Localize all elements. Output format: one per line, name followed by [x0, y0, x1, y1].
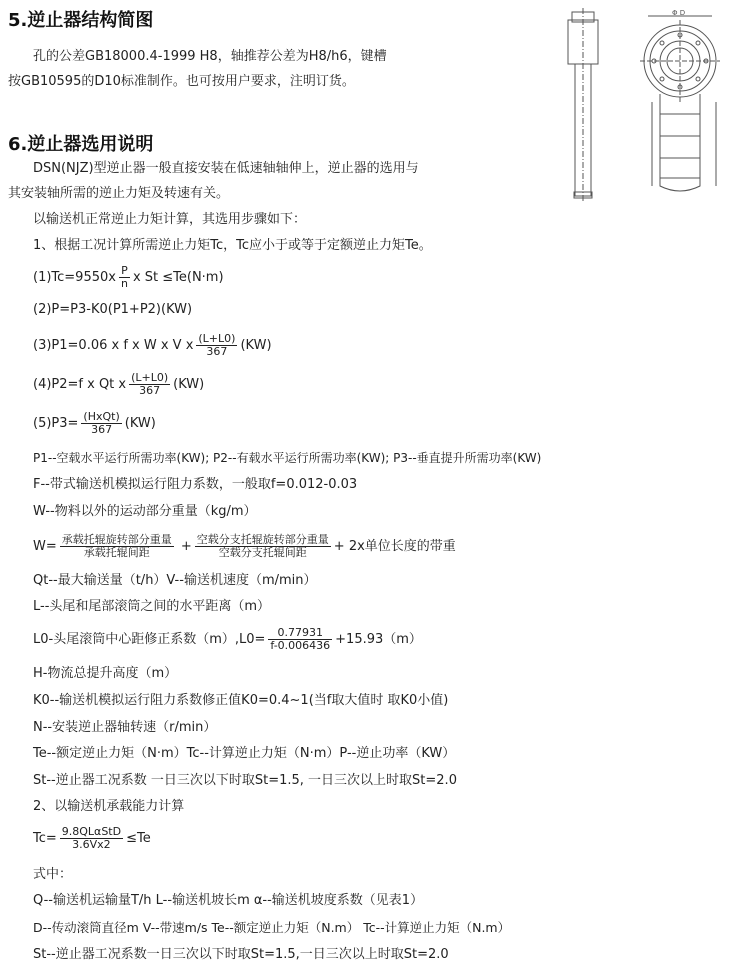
- definition-n: N--安装逆止器轴转速（r/min）: [33, 720, 217, 735]
- formula-2: (2)P=P3-K0(P1+P2)(KW): [33, 302, 193, 317]
- definition-w: W--物料以外的运动部分重量（kg/m）: [33, 504, 257, 519]
- section-5-title: 5.逆止器结构简图: [8, 10, 154, 31]
- formula-l0: L0-头尾滚筒中心距修正系数（m）,L0= $\frac{0.77931}{f-0.006436}$ +15.93（m）: [33, 626, 422, 652]
- formula-w: W= $\frac{\text{承载托辊旋转部分重量}}{\text{承载托辊间距}}$ + $\frac{\text{空载分支托辊旋转部分重量}}{\text{空载分支托辊间距}}$ + 2x单位长度的带重: [33, 533, 456, 559]
- sec5-paragraph-line-1: 孔的公差GB18000.4-1999 H8，轴推荐公差为H8/h6，键槽: [33, 49, 387, 64]
- definition-k0: K0--输送机模拟运行阻力系数修正值K0=0.4~1(当f取大值时 取K0小值): [33, 693, 449, 708]
- front-view: [640, 9, 720, 191]
- definition-te-tc-p: Te--额定逆止力矩（N·m）Tc--计算逆止力矩（N·m）P--逆止功率（KW）: [33, 746, 456, 761]
- definition-st: St--逆止器工况系数 一日三次以下时取St=1.5, 一日三次以上时取St=2.0: [33, 773, 457, 788]
- explanation-st: St--逆止器工况系数一日三次以下时取St=1.5,一日三次以上时取St=2.0: [33, 947, 449, 962]
- diameter-label: Φ D: [672, 9, 686, 17]
- side-view: [568, 8, 598, 202]
- step-2-heading: 2、以输送机承载能力计算: [33, 799, 185, 814]
- sec6-intro-line-1: DSN(NJZ)型逆止器一般直接安装在低速轴轴伸上，逆止器的选用与: [33, 161, 419, 176]
- formula-1: (1)Tc=9550x $\frac{P}{n}$ x St ≤Te(N·m): [33, 264, 224, 290]
- formula-5: (5)P3= $\frac{\text{(HxQt)}}{367}$ (KW): [33, 410, 156, 436]
- section-6-title: 6.逆止器选用说明: [8, 134, 154, 155]
- definition-l: L--头尾和尾部滚筒之间的水平距离（m）: [33, 599, 271, 614]
- definition-qt-v: Qt--最大输送量（t/h）V--输送机速度（m/min）: [33, 573, 317, 588]
- definition-f: F--带式输送机模拟运行阻力系数，一般取f=0.012-0.03: [33, 477, 358, 492]
- formula-3: (3)P1=0.06 x f x W x V x $\frac{(L+L0)}{367}$ (KW): [33, 332, 272, 358]
- explanation-q-l-alpha: Q--输送机运输量T/h L--输送机坡长m α--输送机坡度系数（见表1）: [33, 893, 424, 908]
- sec6-steps-intro: 以输送机正常逆止力矩计算，其选用步骤如下：: [33, 212, 307, 227]
- step-1-heading: 1、根据工况计算所需逆止力矩Tc，Tc应小于或等于定额逆止力矩Te。: [33, 238, 432, 253]
- definition-p1-p2-p3: P1--空载水平运行所需功率(KW); P2--有载水平运行所需功率(KW); P3--垂直提升所需功率(KW): [33, 451, 542, 465]
- sec6-intro-line-2: 其安装轴所需的逆止力矩及转速有关。: [8, 186, 230, 201]
- backstop-structure-diagram: [556, 6, 730, 206]
- sec5-paragraph-line-2: 按GB10595的D10标准制作。也可按用户要求，注明订货。: [8, 74, 355, 89]
- formula-tc: Tc= $\frac{\text{9.8QLαStD}}{3.6Vx2}$ ≤Te: [33, 825, 151, 851]
- where-label: 式中：: [33, 867, 73, 882]
- definition-h: H-物流总提升高度（m）: [33, 666, 178, 681]
- formula-4: (4)P2=f x Qt x $\frac{(L+L0)}{367}$ (KW): [33, 371, 205, 397]
- explanation-d-v-te-tc: D--传动滚筒直径m V--带速m/s Te--额定逆止力矩（N.m） Tc--计算逆止力矩（N.m）: [33, 920, 511, 935]
